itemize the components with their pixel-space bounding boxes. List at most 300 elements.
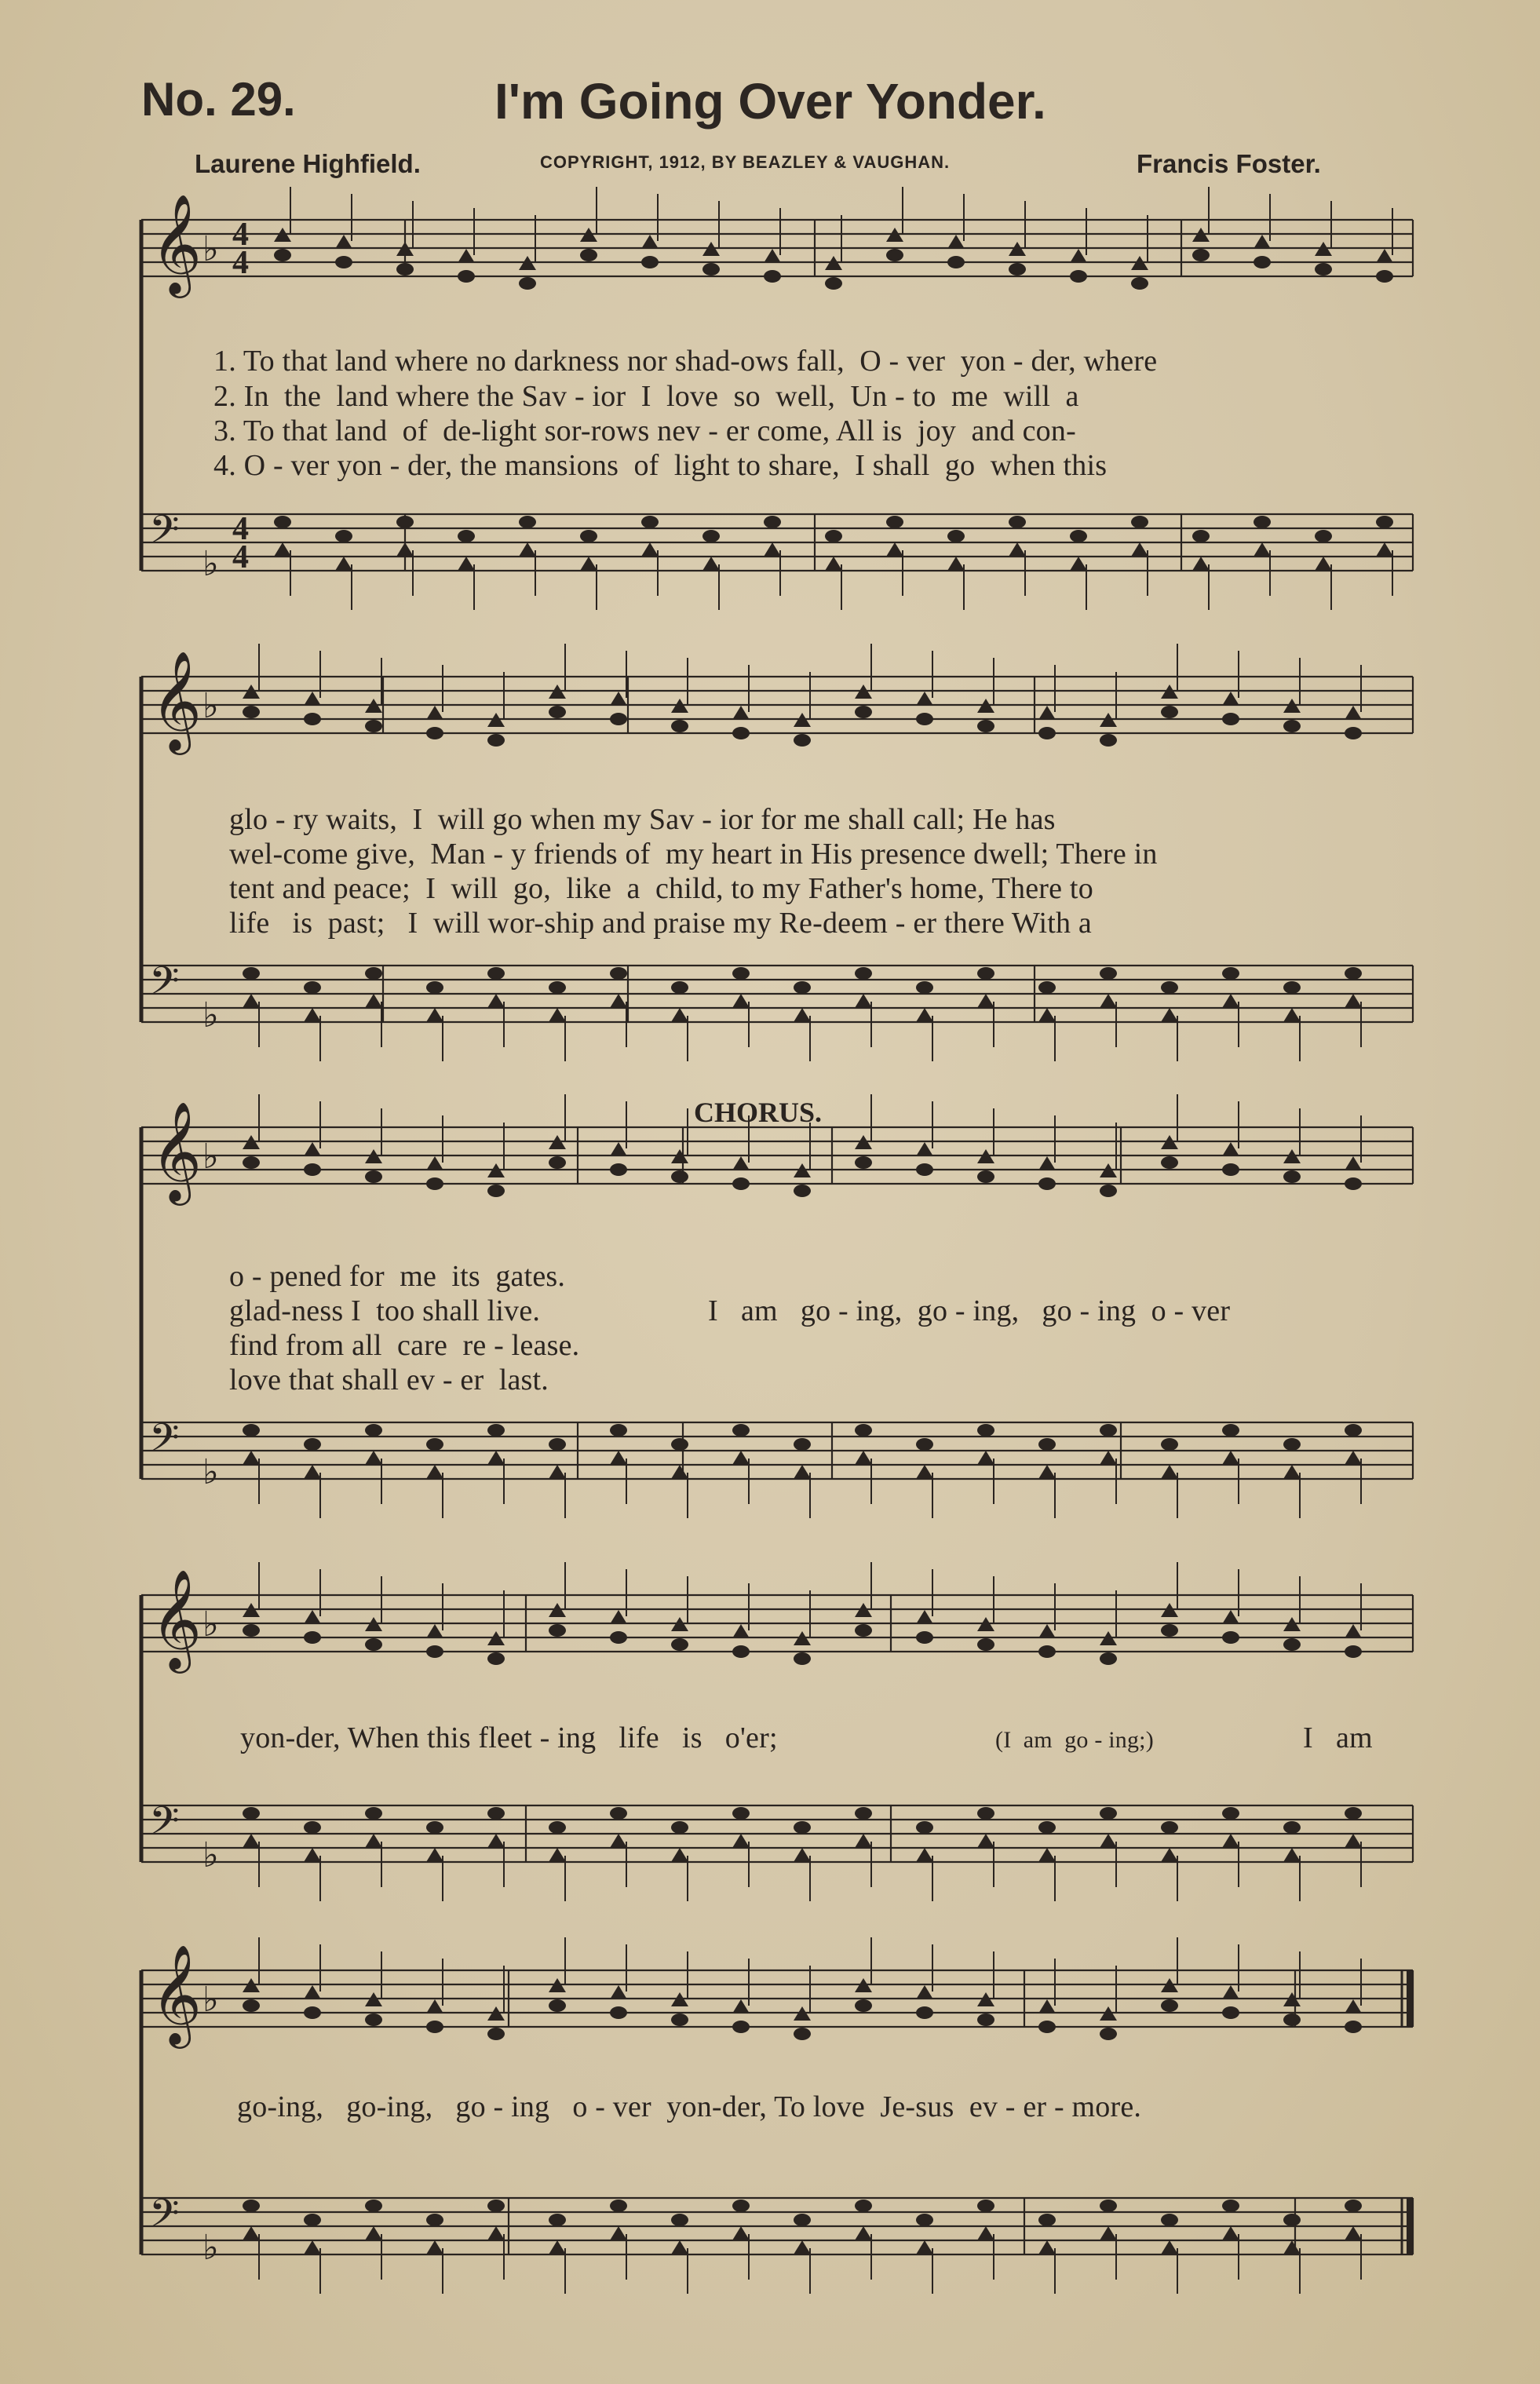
note-head	[886, 249, 903, 261]
note-head	[610, 713, 627, 725]
note-head	[243, 1807, 260, 1820]
note-head	[549, 706, 566, 718]
note-head	[580, 557, 597, 571]
note-head	[519, 277, 536, 290]
note-head	[794, 1848, 811, 1862]
note-head	[426, 1999, 443, 2013]
note-head	[732, 994, 750, 1008]
note-head	[243, 2200, 260, 2212]
verse-2-line-1: 2. In the land where the Sav - ior I love so well, Un - to me will a	[213, 380, 1079, 413]
note-head	[487, 734, 505, 747]
flat-sign-icon: ♭	[203, 1835, 219, 1875]
note-head	[610, 2006, 627, 2019]
note-head	[1161, 1999, 1178, 2012]
note-head	[1222, 1451, 1239, 1465]
note-head	[732, 2226, 750, 2240]
note-head	[671, 1821, 688, 1834]
note-head	[549, 2240, 566, 2254]
chorus-line-1: I am go - ing, go - ing, go - ing o - ver	[708, 1294, 1231, 1327]
note-head	[1345, 1624, 1362, 1638]
note-head	[916, 2214, 933, 2226]
note-head	[304, 1008, 321, 1022]
note-head	[1283, 2013, 1301, 2026]
note-head	[274, 249, 291, 261]
time-signature: 4	[232, 511, 249, 547]
bass-clef-icon: 𝄢	[149, 2191, 180, 2246]
note-head	[426, 1848, 443, 1862]
note-head	[1222, 1807, 1239, 1820]
note-head	[794, 1185, 811, 1197]
note-head	[794, 2214, 811, 2226]
verse-1-line-1: 1. To that land where no darkness nor shad-ows fall, O - ver yon - der, where	[213, 345, 1158, 378]
note-head	[1376, 516, 1393, 528]
bass-clef-icon: 𝄢	[149, 958, 180, 1013]
note-head	[671, 1170, 688, 1183]
note-head	[1345, 2226, 1362, 2240]
note-head	[610, 967, 627, 980]
note-head	[243, 994, 260, 1008]
note-head	[1100, 1424, 1117, 1437]
note-head	[671, 2013, 688, 2026]
note-head	[977, 1424, 994, 1437]
note-head	[610, 1163, 627, 1176]
note-head	[426, 1465, 443, 1479]
note-head	[1038, 727, 1056, 739]
note-head	[886, 542, 903, 557]
treble-clef-icon: 𝄞	[151, 1568, 203, 1669]
note-head	[396, 516, 414, 528]
note-head	[335, 557, 352, 571]
note-head	[794, 1465, 811, 1479]
chorus-label: CHORUS.	[694, 1097, 823, 1128]
note-head	[732, 1451, 750, 1465]
note-head	[1222, 967, 1239, 980]
note-head	[610, 1142, 627, 1156]
note-head	[1038, 981, 1056, 994]
flat-sign-icon: ♭	[203, 2228, 219, 2268]
note-head	[487, 1424, 505, 1437]
note-head	[947, 256, 965, 268]
verse-4-line-2: life is past; I will wor-ship and praise my Re-deem - er there With a	[229, 907, 1092, 940]
note-head	[1283, 720, 1301, 732]
note-head	[947, 557, 965, 571]
note-head	[1038, 1848, 1056, 1862]
note-head	[1161, 2214, 1178, 2226]
treble-clef-icon: 𝄞	[151, 1101, 203, 1201]
note-head	[732, 1624, 750, 1638]
note-head	[487, 1451, 505, 1465]
note-head	[1345, 2200, 1362, 2212]
note-head	[1222, 2226, 1239, 2240]
note-head	[1345, 1424, 1362, 1437]
note-head	[426, 1624, 443, 1638]
note-head	[825, 277, 842, 290]
note-head	[1161, 1156, 1178, 1169]
note-head	[304, 2240, 321, 2254]
note-head	[886, 516, 903, 528]
note-head	[977, 1451, 994, 1465]
note-head	[1100, 2028, 1117, 2040]
note-head	[304, 1848, 321, 1862]
flat-sign-icon: ♭	[203, 1137, 219, 1177]
note-head	[641, 235, 659, 249]
note-head	[855, 967, 872, 980]
verse-3-line-1: 3. To that land of de-light sor-rows nev - er come, All is joy and con-	[213, 414, 1076, 447]
note-head	[426, 981, 443, 994]
note-head	[1038, 2240, 1056, 2254]
note-head	[426, 2240, 443, 2254]
note-head	[1222, 692, 1239, 706]
note-head	[1192, 530, 1210, 542]
note-head	[1009, 263, 1026, 276]
note-head	[1161, 1848, 1178, 1862]
note-head	[1283, 1438, 1301, 1451]
note-head	[1038, 1999, 1056, 2013]
note-head	[671, 1848, 688, 1862]
note-head	[1345, 706, 1362, 720]
time-signature: 4	[232, 217, 249, 253]
treble-clef-icon: 𝄞	[151, 1944, 203, 2044]
note-head	[916, 713, 933, 725]
note-head	[304, 2006, 321, 2019]
note-head	[916, 1631, 933, 1644]
note-head	[732, 1156, 750, 1170]
note-head	[610, 692, 627, 706]
flat-sign-icon: ♭	[203, 995, 219, 1035]
note-head	[671, 1008, 688, 1022]
note-head	[916, 2240, 933, 2254]
hymn-title: I'm Going Over Yonder.	[494, 73, 1046, 130]
note-head	[487, 1834, 505, 1848]
flat-sign-icon: ♭	[203, 1605, 219, 1645]
note-head	[732, 2200, 750, 2212]
note-head	[732, 1834, 750, 1848]
note-head	[304, 713, 321, 725]
note-head	[764, 516, 781, 528]
note-head	[977, 2226, 994, 2240]
verse-2-line-2: wel-come give, Man - y friends of my heart in His presence dwell; There in	[229, 838, 1158, 871]
note-head	[794, 1438, 811, 1451]
note-head	[825, 557, 842, 571]
verse-3-line-2: tent and peace; I will go, like a child, to my Father's home, There to	[229, 872, 1093, 905]
note-head	[426, 2214, 443, 2226]
note-head	[977, 720, 994, 732]
note-head	[702, 530, 720, 542]
note-head	[1161, 1821, 1178, 1834]
note-head	[1161, 2240, 1178, 2254]
note-head	[549, 1848, 566, 1862]
note-head	[365, 1424, 382, 1437]
note-head	[1038, 1008, 1056, 1022]
note-head	[426, 727, 443, 739]
note-head	[335, 530, 352, 542]
note-head	[671, 1638, 688, 1651]
note-head	[1161, 1624, 1178, 1637]
note-head	[977, 1834, 994, 1848]
note-head	[671, 2214, 688, 2226]
note-head	[365, 720, 382, 732]
note-head	[1283, 1008, 1301, 1022]
note-head	[243, 1834, 260, 1848]
note-head	[1222, 2200, 1239, 2212]
note-head	[1283, 1848, 1301, 1862]
note-head	[855, 1424, 872, 1437]
note-head	[458, 249, 475, 263]
note-head	[610, 1807, 627, 1820]
chorus-line-2-end: I am	[1303, 1721, 1373, 1754]
note-head	[426, 1821, 443, 1834]
chorus-line-2: yon-der, When this fleet - ing life is o'er;	[240, 1721, 778, 1754]
note-head	[732, 727, 750, 739]
note-head	[365, 2013, 382, 2026]
note-head	[1222, 1985, 1239, 1999]
note-head	[1283, 1465, 1301, 1479]
note-head	[702, 263, 720, 276]
note-head	[304, 1610, 321, 1624]
note-head	[304, 981, 321, 994]
note-head	[732, 1177, 750, 1190]
note-head	[1070, 530, 1087, 542]
bass-clef-icon: 𝄢	[149, 1415, 180, 1470]
note-head	[1222, 713, 1239, 725]
note-head	[1222, 1631, 1239, 1644]
note-head	[732, 1424, 750, 1437]
note-head	[764, 542, 781, 557]
flat-sign-icon: ♭	[203, 686, 219, 726]
chorus-echo: (I am go - ing;)	[995, 1727, 1154, 1753]
note-head	[580, 249, 597, 261]
note-head	[243, 1156, 260, 1169]
note-head	[1009, 516, 1026, 528]
note-head	[365, 2200, 382, 2212]
note-head	[1222, 1163, 1239, 1176]
note-head	[916, 1008, 933, 1022]
note-head	[1345, 994, 1362, 1008]
note-head	[1161, 1438, 1178, 1451]
note-head	[549, 1465, 566, 1479]
note-head	[1131, 516, 1148, 528]
note-head	[794, 2028, 811, 2040]
note-head	[671, 981, 688, 994]
note-head	[335, 256, 352, 268]
note-head	[855, 706, 872, 718]
note-head	[549, 981, 566, 994]
note-head	[487, 2028, 505, 2040]
note-head	[1161, 706, 1178, 718]
note-head	[855, 1624, 872, 1637]
note-head	[764, 249, 781, 263]
note-head	[304, 1438, 321, 1451]
note-head	[1070, 557, 1087, 571]
note-head	[1161, 1008, 1178, 1022]
note-head	[855, 1834, 872, 1848]
note-head	[487, 967, 505, 980]
note-head	[458, 557, 475, 571]
note-head	[1038, 1624, 1056, 1638]
note-head	[825, 530, 842, 542]
flat-sign-icon: ♭	[203, 544, 219, 584]
note-head	[794, 1652, 811, 1665]
copyright-notice: COPYRIGHT, 1912, BY BEAZLEY & VAUGHAN.	[540, 152, 951, 172]
note-head	[671, 720, 688, 732]
note-head	[1254, 516, 1271, 528]
note-head	[426, 1008, 443, 1022]
note-head	[365, 1170, 382, 1183]
note-head	[426, 706, 443, 720]
note-head	[1038, 2021, 1056, 2033]
note-head	[1283, 981, 1301, 994]
note-head	[549, 1008, 566, 1022]
note-head	[610, 2200, 627, 2212]
note-head	[549, 2214, 566, 2226]
note-head	[1038, 1438, 1056, 1451]
note-head	[732, 967, 750, 980]
note-head	[1100, 1652, 1117, 1665]
note-head	[304, 1465, 321, 1479]
note-head	[1345, 1834, 1362, 1848]
note-head	[732, 1645, 750, 1658]
note-head	[916, 1848, 933, 1862]
verse-1-line-2: glo - ry waits, I will go when my Sav - ior for me shall call; He has	[229, 803, 1056, 836]
note-head	[243, 2226, 260, 2240]
note-head	[1376, 542, 1393, 557]
note-head	[855, 1156, 872, 1169]
note-head	[243, 1424, 260, 1437]
note-head	[916, 692, 933, 706]
note-head	[641, 516, 659, 528]
note-head	[1315, 557, 1332, 571]
note-head	[732, 706, 750, 720]
note-head	[1100, 994, 1117, 1008]
note-head	[1100, 967, 1117, 980]
note-head	[1315, 263, 1332, 276]
note-head	[977, 967, 994, 980]
flat-sign-icon: ♭	[203, 1452, 219, 1492]
note-head	[1009, 542, 1026, 557]
note-head	[610, 1631, 627, 1644]
note-head	[916, 981, 933, 994]
note-head	[916, 1142, 933, 1156]
note-head	[304, 1142, 321, 1156]
note-head	[855, 1999, 872, 2012]
note-head	[396, 542, 414, 557]
note-head	[610, 1610, 627, 1624]
note-head	[794, 2240, 811, 2254]
note-head	[855, 1807, 872, 1820]
note-head	[977, 2200, 994, 2212]
note-head	[365, 1834, 382, 1848]
note-head	[458, 530, 475, 542]
note-head	[977, 1807, 994, 1820]
note-head	[396, 263, 414, 276]
note-head	[1254, 235, 1271, 249]
note-head	[794, 981, 811, 994]
note-head	[702, 557, 720, 571]
note-head	[1283, 1638, 1301, 1651]
note-head	[1038, 1156, 1056, 1170]
note-head	[365, 994, 382, 1008]
note-head	[1131, 277, 1148, 290]
note-head	[1038, 1645, 1056, 1658]
note-head	[794, 1821, 811, 1834]
note-head	[243, 1999, 260, 2012]
note-head	[916, 1821, 933, 1834]
note-head	[1222, 1424, 1239, 1437]
note-head	[519, 516, 536, 528]
note-head	[1345, 1156, 1362, 1170]
note-head	[916, 1985, 933, 1999]
note-head	[304, 692, 321, 706]
note-head	[732, 1999, 750, 2013]
flat-sign-icon: ♭	[203, 229, 219, 269]
note-head	[549, 1438, 566, 1451]
note-head	[855, 994, 872, 1008]
note-head	[1222, 1834, 1239, 1848]
note-head	[1283, 2240, 1301, 2254]
note-head	[1038, 706, 1056, 720]
note-head	[977, 1170, 994, 1183]
note-head	[1283, 1821, 1301, 1834]
note-head	[1376, 249, 1393, 263]
note-head	[977, 2013, 994, 2026]
note-head	[1038, 1177, 1056, 1190]
note-head	[549, 1624, 566, 1637]
note-head	[855, 1451, 872, 1465]
note-head	[365, 967, 382, 980]
note-head	[549, 1156, 566, 1169]
note-head	[243, 706, 260, 718]
note-head	[1345, 1177, 1362, 1190]
time-signature: 4	[232, 245, 249, 281]
treble-clef-icon: 𝄞	[151, 193, 203, 294]
note-head	[365, 2226, 382, 2240]
note-head	[1222, 2006, 1239, 2019]
chorus-line-3: go-ing, go-ing, go - ing o - ver yon-der, To love Je-sus ev - er - more.	[237, 2090, 1142, 2123]
note-head	[947, 235, 965, 249]
note-head	[855, 2200, 872, 2212]
note-head	[1100, 1185, 1117, 1197]
note-head	[671, 1438, 688, 1451]
note-head	[274, 516, 291, 528]
note-head	[1315, 530, 1332, 542]
note-head	[764, 270, 781, 283]
note-head	[1376, 270, 1393, 283]
flat-sign-icon: ♭	[203, 1980, 219, 2020]
note-head	[243, 1624, 260, 1637]
note-head	[1345, 967, 1362, 980]
note-head	[1100, 2226, 1117, 2240]
note-head	[855, 2226, 872, 2240]
note-head	[1070, 270, 1087, 283]
time-signature: 4	[232, 539, 249, 575]
note-head	[671, 2240, 688, 2254]
note-head	[487, 1185, 505, 1197]
note-head	[335, 235, 352, 249]
note-head	[641, 542, 659, 557]
note-head	[610, 2226, 627, 2240]
note-head	[580, 530, 597, 542]
bass-clef-icon: 𝄢	[149, 507, 180, 562]
note-head	[487, 2200, 505, 2212]
note-head	[916, 1163, 933, 1176]
note-head	[1038, 1821, 1056, 1834]
note-head	[426, 1177, 443, 1190]
lyricist-credit: Laurene Highfield.	[195, 149, 421, 178]
note-head	[304, 1631, 321, 1644]
verse-2-line-3: glad-ness I too shall live.	[229, 1294, 541, 1327]
note-head	[426, 1156, 443, 1170]
note-head	[304, 1163, 321, 1176]
